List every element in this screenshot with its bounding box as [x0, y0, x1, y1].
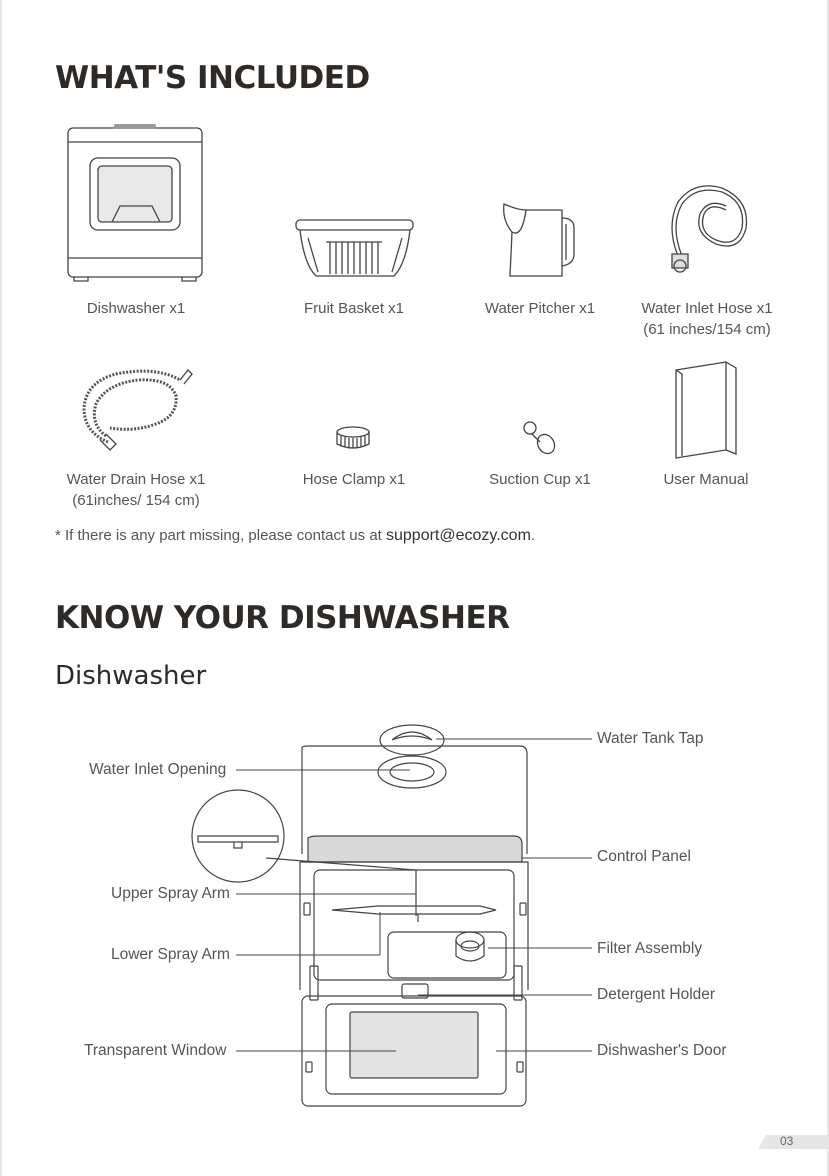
caption-line: Suction Cup x1: [489, 471, 591, 488]
caption-line-2: (61 inches/154 cm): [643, 321, 771, 338]
label-detergent-holder: Detergent Holder: [597, 986, 716, 1003]
label-lower-spray-arm: Lower Spray Arm: [111, 946, 230, 963]
caption-line: User Manual: [663, 471, 749, 488]
page-number-tab: [758, 1135, 829, 1149]
caption-line-2: (61inches/ 154 cm): [72, 492, 200, 509]
caption-line: Water Pitcher x1: [484, 300, 596, 317]
label-filter-assembly: Filter Assembly: [597, 940, 703, 957]
support-email-link[interactable]: support@ecozy.com: [386, 527, 531, 544]
label-transparent-window: Transparent Window: [84, 1042, 227, 1059]
note-end: .: [530, 527, 536, 544]
caption-line: Hose Clamp x1: [302, 471, 406, 488]
label-control-panel: Control Panel: [597, 848, 691, 865]
label-dishwashers-door: Dishwasher's Door: [597, 1042, 727, 1059]
label-water-tank-tap: Water Tank Tap: [597, 730, 704, 747]
note-text: * If there is any part missing, please contact us at: [55, 527, 386, 544]
caption-line: Water Inlet Hose x1: [641, 300, 773, 317]
caption-line: Dishwasher x1: [86, 300, 186, 317]
page-number: 03: [780, 1134, 794, 1148]
dishwasher-subtitle: Dishwasher: [55, 661, 207, 691]
know-your-dishwasher-title: KNOW YOUR DISHWASHER: [55, 600, 510, 636]
label-upper-spray-arm: Upper Spray Arm: [111, 885, 230, 902]
caption-line: Fruit Basket x1: [303, 300, 405, 317]
caption-line: Water Drain Hose x1: [66, 471, 206, 488]
whats-included-title: WHAT'S INCLUDED: [55, 60, 370, 96]
label-water-inlet-opening: Water Inlet Opening: [89, 761, 227, 778]
